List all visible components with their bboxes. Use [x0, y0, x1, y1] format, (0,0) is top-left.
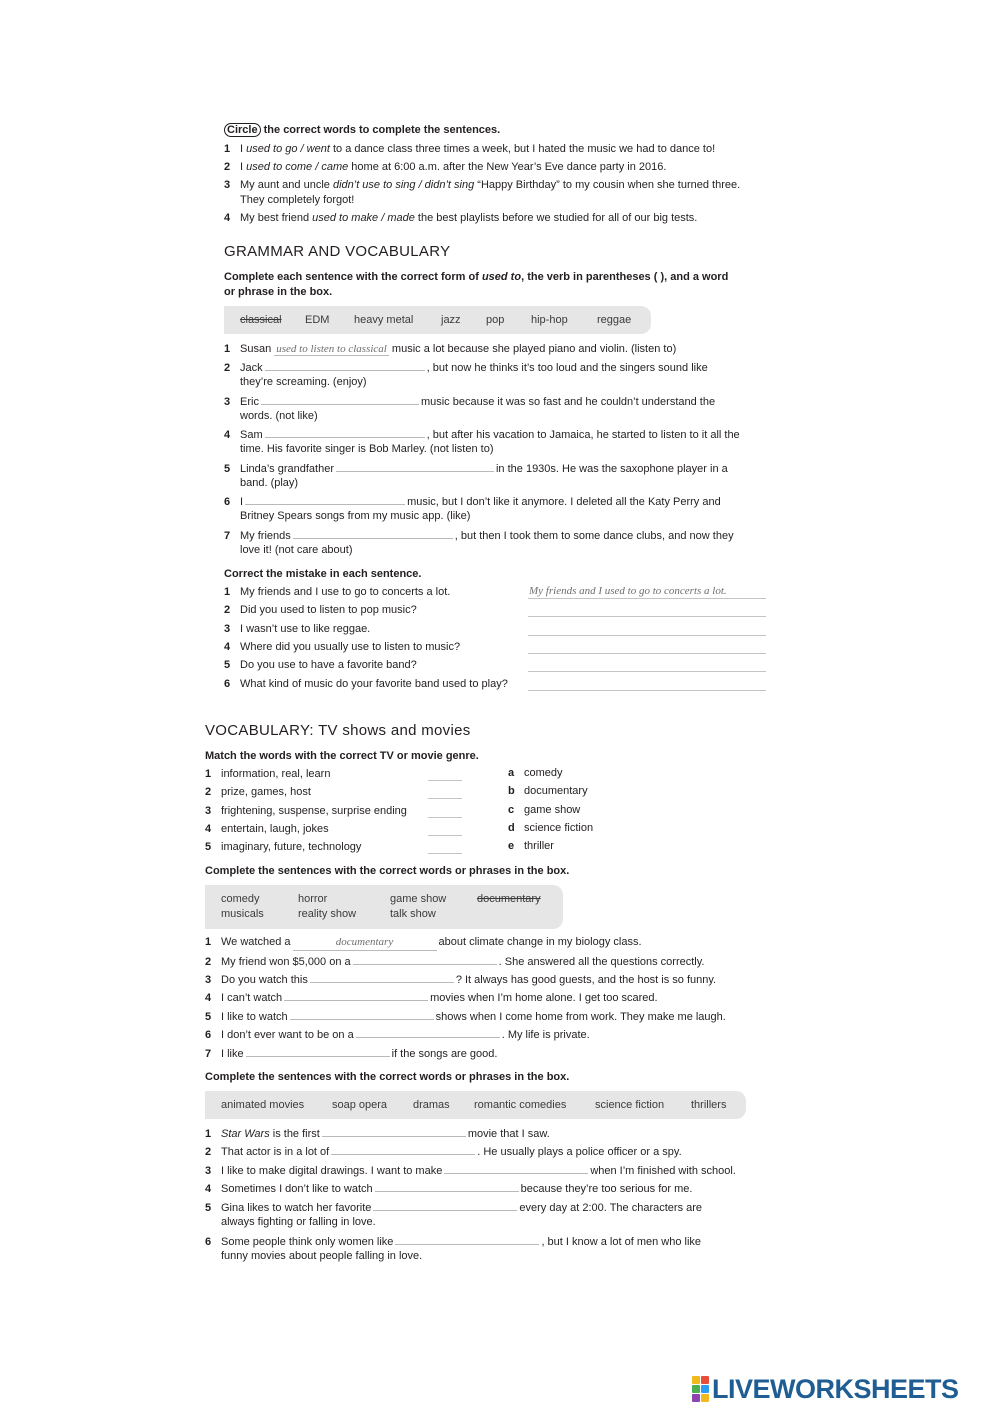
answer-blank[interactable] — [245, 494, 405, 505]
answer-field[interactable]: documentary — [293, 935, 437, 951]
word-box — [224, 306, 651, 334]
answer-field[interactable]: used to listen to classical — [276, 343, 387, 355]
section-complete-movies: Complete the sentences with the correct words or phrases in the box. animated movies soap opera dramas romantic comedies science fiction thrillers 1 Star Wars is the first movie that I saw. 2 That actor is in a lot of . He usually plays a police officer or a spy. 3 I like to make digital drawings. I want to make when I’m finished with school. 4 Sometimes I don’t like to watch because they’re too serious for me. 5 Gina likes to watch her favorite every day at 2:00. The characters are always fighting or falling in love. 6 Some people think only women like , but I know a lot of men who like funny movies about people falling in love. — [205, 1069, 805, 1269]
match-blank[interactable] — [428, 817, 462, 818]
exercise-item: 1 Star Wars is the first movie that I saw. — [205, 1128, 550, 1140]
exercise-item: 1 We watched a documentary about climate change in my biology class. — [205, 935, 642, 951]
section-vocabulary-tv: VOCABULARY: TV shows and movies Match the words with the correct TV or movie genre. 1 information, real, learn a comedy 2 prize, games, host b documentary 3 frightening, suspense, surprise ending c game show 4 entertain, laugh, jokes d science fiction 5 imaginary, future, technology e thriller — [205, 722, 594, 853]
exercise-item: 5 Linda’s grandfather in the 1930s. He was the saxophone player in a — [224, 463, 728, 475]
choice-options[interactable]: used to come / came — [246, 161, 349, 173]
exercise-item: 3 Do you watch this ? It always has good guests, and the host is so funny. — [205, 974, 717, 986]
exercise-item: 1 Susan used to listen to classical music a lot because she played piano and violin. (listen to) — [224, 343, 677, 355]
exercise-item: 4 Sometimes I don’t like to watch because they’re too serious for me. — [205, 1183, 693, 1195]
exercise-item: 3 My aunt and uncle didn’t use to sing / didn’t sing “Happy Birthday” to my cousin when she turned three. — [224, 179, 741, 191]
match-item: 3 frightening, suspense, surprise ending — [205, 805, 407, 817]
word-box-item: hip-hop — [531, 314, 568, 326]
answer-blank[interactable] — [444, 1163, 588, 1174]
instruction: Complete the sentences with the correct words or phrases in the box. — [205, 1071, 570, 1083]
liveworksheets-logo[interactable] — [692, 1376, 959, 1402]
word-box — [205, 885, 563, 929]
answer-blank[interactable] — [395, 1234, 539, 1245]
match-item: 5 imaginary, future, technology — [205, 841, 362, 853]
word-box — [205, 1091, 746, 1119]
section-correct-mistake — [224, 566, 784, 696]
word-box-item: animated movies — [221, 1099, 305, 1111]
word-box-item: talk show — [390, 908, 436, 920]
answer-blank[interactable] — [310, 972, 454, 983]
exercise-item: 6 I don’t ever want to be on a . My life is private. — [205, 1029, 590, 1041]
logo-text: LIVEWORKSHEETS — [712, 1374, 959, 1404]
exercise-item: 7 I like if the songs are good. — [205, 1048, 498, 1060]
section-heading: GRAMMAR AND VOCABULARY — [224, 243, 451, 260]
word-box-item: jazz — [441, 314, 461, 326]
word-box-item: thrillers — [691, 1099, 727, 1111]
answer-blank[interactable] — [265, 360, 425, 371]
instruction: Circle the correct words to complete the sentences. — [224, 123, 500, 137]
answer-blank[interactable] — [353, 954, 497, 965]
logo-blocks-icon — [692, 1376, 709, 1402]
word-box-item: horror — [298, 893, 328, 905]
match-blank[interactable] — [428, 798, 462, 799]
answer-blank[interactable] — [373, 1200, 517, 1211]
word-box-item: heavy metal — [354, 314, 414, 326]
exercise-item: 3 I like to make digital drawings. I want to make when I’m finished with school. — [205, 1165, 736, 1177]
exercise-item: 6 Some people think only women like , but I know a lot of men who like — [205, 1236, 702, 1248]
answer-blank[interactable] — [322, 1126, 466, 1137]
answer-blank[interactable] — [356, 1027, 500, 1038]
exercise-item: 2 I used to come / came home at 6:00 a.m. after the New Year’s Eve dance party in 2016. — [224, 161, 667, 173]
answer-line[interactable] — [528, 671, 766, 672]
exercise-item: 5 Gina likes to watch her favorite every day at 2:00. The characters are — [205, 1202, 703, 1214]
word-box-item: reality show — [298, 908, 357, 920]
match-item: 2 prize, games, host — [205, 786, 311, 798]
word-box-item: musicals — [221, 908, 264, 920]
word-box-item: dramas — [413, 1099, 450, 1111]
instruction: Correct the mistake in each sentence. — [224, 568, 422, 580]
answer-blank[interactable] — [293, 528, 453, 539]
exercise-item: 1 I used to go / went to a dance class three times a week, but I hated the music we had to dance to! — [224, 143, 716, 155]
answer-blank[interactable] — [261, 394, 419, 405]
word-box-item: game show — [390, 893, 447, 905]
choice-options[interactable]: used to make / made — [312, 212, 415, 224]
genre-option: science fiction — [524, 822, 594, 834]
exercise-item: 3 I wasn’t use to like reggae. — [224, 623, 371, 635]
answer-blank[interactable] — [265, 427, 425, 438]
circle-word: Circle — [224, 123, 261, 137]
match-item: 1 information, real, learn — [205, 768, 331, 780]
exercise-item: 2 Did you used to listen to pop music? — [224, 604, 417, 616]
match-blank[interactable] — [428, 835, 462, 836]
section-complete-tv — [205, 863, 805, 1063]
answer-field[interactable]: My friends and I used to go to concerts a lot. — [529, 585, 727, 597]
exercise-item: 4 My best friend used to make / made the best playlists before we studied for all of our big tests. — [224, 212, 698, 224]
instruction: Complete each sentence with the correct form of used to, the verb in parentheses ( ), and a word — [224, 271, 729, 283]
answer-line[interactable] — [528, 690, 766, 691]
exercise-item: 2 That actor is in a lot of . He usually plays a police officer or a spy. — [205, 1146, 682, 1158]
word-box-item: reggae — [597, 314, 632, 326]
exercise-item: 4 I can’t watch movies when I’m home alone. I get too scared. — [205, 992, 658, 1004]
genre-option: documentary — [524, 785, 588, 797]
exercise-item: 7 My friends , but then I took them to some dance clubs, and now they — [224, 530, 734, 542]
word-box-item: science fiction — [595, 1099, 665, 1111]
instruction: Match the words with the correct TV or movie genre. — [205, 750, 479, 762]
exercise-item: 4 Sam , but after his vacation to Jamaica, he started to listen to it all the — [224, 429, 740, 441]
answer-blank[interactable] — [336, 461, 494, 472]
word-box-item: documentary — [477, 893, 541, 905]
word-box-item: comedy — [221, 893, 260, 905]
answer-line[interactable] — [528, 598, 766, 599]
exercise-item: 5 Do you use to have a favorite band? — [224, 659, 417, 671]
word-box-item: soap opera — [332, 1099, 388, 1111]
genre-option: thriller — [524, 840, 554, 852]
word-box-item: EDM — [305, 314, 330, 326]
exercise-item: 6 I music, but I don’t like it anymore. I deleted all the Katy Perry and — [224, 496, 721, 508]
answer-blank[interactable] — [290, 1009, 434, 1020]
word-box-item: classical — [240, 314, 282, 326]
choice-options[interactable]: didn’t use to sing / didn’t sing — [332, 179, 475, 191]
answer-line[interactable] — [528, 653, 766, 654]
exercise-item: 2 My friend won $5,000 on a . She answered all the questions correctly. — [205, 956, 705, 968]
match-item: 4 entertain, laugh, jokes — [205, 823, 329, 835]
answer-blank[interactable] — [375, 1181, 519, 1192]
match-blank[interactable] — [428, 853, 462, 854]
answer-line[interactable] — [528, 616, 766, 617]
section-heading: VOCABULARY: TV shows and movies — [205, 722, 471, 739]
answer-blank[interactable] — [284, 990, 428, 1001]
genre-option: comedy — [524, 767, 563, 779]
match-blank[interactable] — [428, 780, 462, 781]
word-box-item: romantic comedies — [474, 1099, 567, 1111]
answer-blank[interactable] — [246, 1046, 390, 1057]
exercise-item: 5 I like to watch shows when I come home from work. They make me laugh. — [205, 1011, 726, 1023]
exercise-item: 6 What kind of music do your favorite band used to play? — [224, 678, 508, 690]
exercise-item: 1 My friends and I use to go to concerts a lot. — [224, 586, 451, 598]
genre-option: game show — [524, 804, 581, 816]
choice-options[interactable]: used to go / went — [246, 143, 330, 155]
answer-blank[interactable] — [331, 1144, 475, 1155]
exercise-item: 3 Eric music because it was so fast and he couldn’t understand the — [224, 396, 716, 408]
instruction: Complete the sentences with the correct words or phrases in the box. — [205, 865, 570, 877]
word-box-item: pop — [486, 314, 505, 326]
exercise-item: 2 Jack , but now he thinks it’s too loud and the singers sound like — [224, 362, 708, 374]
exercise-item: 4 Where did you usually use to listen to music? — [224, 641, 461, 653]
answer-line[interactable] — [528, 635, 766, 636]
